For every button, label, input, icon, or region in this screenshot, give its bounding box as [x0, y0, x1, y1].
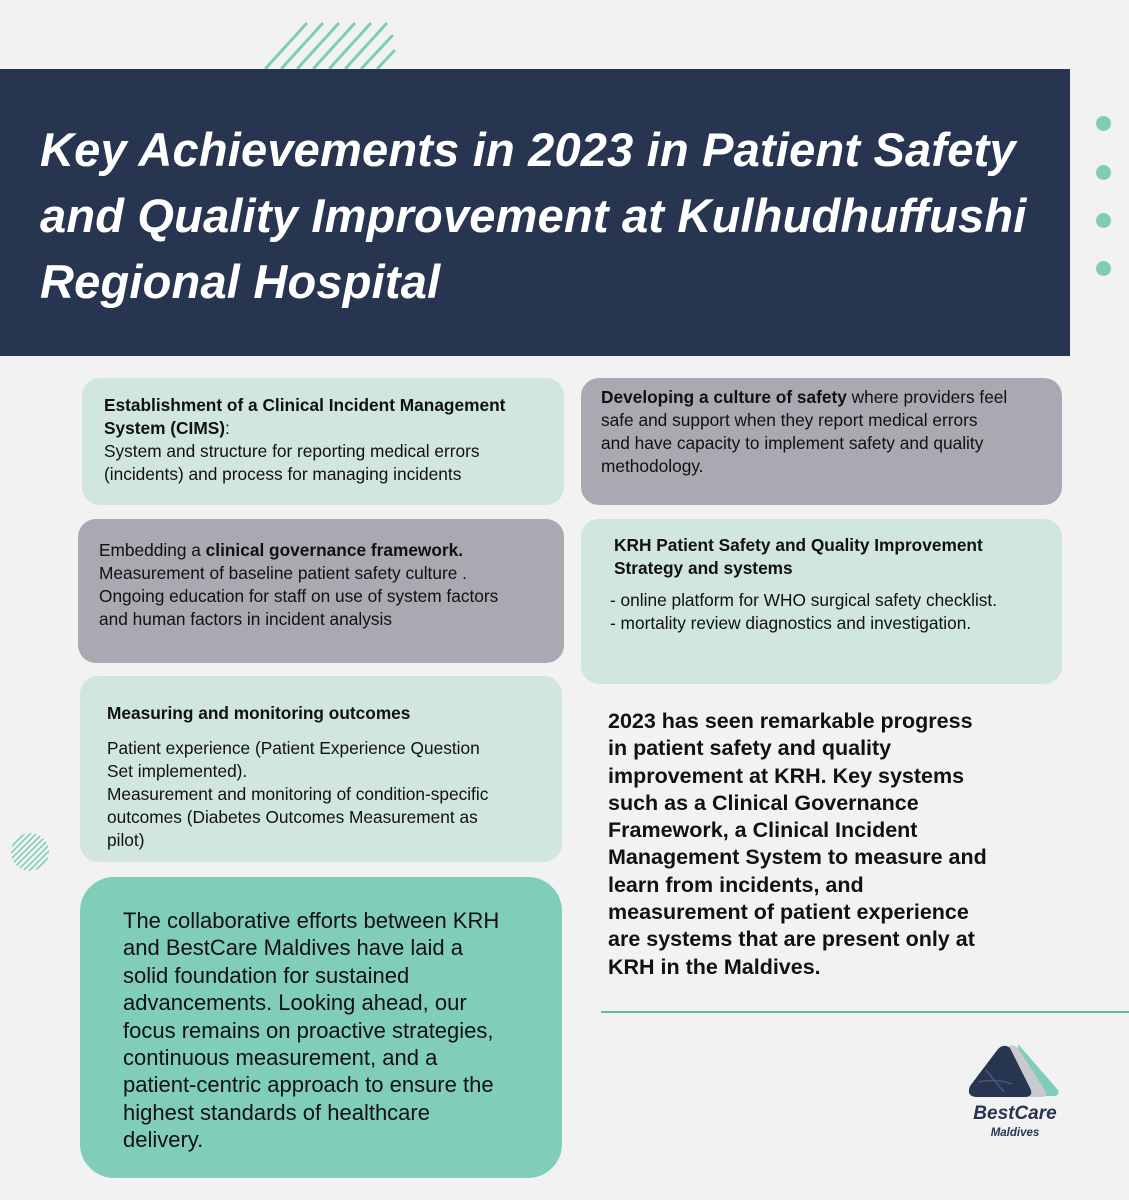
summary-line: Management System to measure and [608, 845, 987, 870]
outcomes-text: Measurement and monitoring of condition-specific [107, 784, 489, 804]
collab-text: delivery. [123, 1127, 204, 1153]
title-line: Key Achievements in 2023 in Patient Safety [40, 123, 1016, 176]
divider [601, 1011, 1129, 1013]
governance-text: Ongoing education for staff on use of system factors [99, 586, 499, 606]
decorative-dot [1096, 261, 1111, 276]
cims-body: System and structure for reporting medical errors [104, 441, 480, 461]
title-line: Regional Hospital [40, 255, 441, 308]
strategy-heading: Strategy and systems [614, 558, 793, 578]
summary-line: 2023 has seen remarkable progress [608, 709, 973, 733]
page-title [40, 117, 1050, 315]
summary-line: learn from incidents, and [608, 872, 864, 897]
collaboration-card [80, 877, 562, 1178]
collab-text: and BestCare Maldives have laid a [123, 935, 463, 961]
collab-text: patient-centric approach to ensure the [123, 1072, 494, 1098]
logo-mark-icon [960, 1040, 1070, 1102]
culture-heading: Developing a culture of safety [601, 387, 847, 407]
strategy-card [581, 519, 1062, 684]
outcomes-text: outcomes (Diabetes Outcomes Measurement as [107, 807, 478, 827]
outcomes-text: pilot) [107, 830, 145, 850]
summary-line: are systems that are present only at [608, 927, 975, 952]
summary-line: measurement of patient experience [608, 900, 969, 925]
governance-text: Embedding a [99, 540, 206, 560]
decorative-circle-stripes [10, 832, 50, 872]
collab-text: solid foundation for sustained [123, 962, 410, 988]
title-line: and Quality Improvement at Kulhudhuffushi [40, 189, 1027, 242]
cims-heading: Establishment of a Clinical Incident Management [104, 395, 506, 415]
governance-card [78, 519, 564, 663]
governance-text: and human factors in incident analysis [99, 609, 392, 629]
bestcare-logo [960, 1040, 1070, 1145]
summary-line: improvement at KRH. Key systems [608, 763, 965, 788]
summary-line: KRH in the Maldives. [608, 954, 821, 979]
culture-text: methodology. [601, 456, 704, 476]
outcomes-text: Set implemented). [107, 761, 248, 781]
summary-text [608, 708, 1048, 981]
outcomes-card [80, 676, 562, 862]
collab-text: advancements. Looking ahead, our [123, 990, 467, 1016]
decorative-dot [1096, 213, 1111, 228]
outcomes-heading: Measuring and monitoring outcomes [107, 703, 411, 723]
outcomes-text: Patient experience (Patient Experience Question [107, 738, 480, 758]
logo-subtitle: Maldives [990, 1127, 1040, 1139]
summary-line: Framework, a Clinical Incident [608, 818, 918, 843]
cims-colon: : [225, 418, 230, 438]
decorative-stripes [262, 22, 397, 70]
decorative-dot [1096, 116, 1111, 131]
collab-text: The collaborative efforts between KRH [123, 908, 500, 933]
strategy-item: - online platform for WHO surgical safety checklist. [610, 590, 998, 610]
summary-line: such as a Clinical Governance [608, 790, 919, 815]
cims-heading: System (CIMS) [104, 418, 225, 438]
cims-body: (incidents) and process for managing incidents [104, 464, 462, 484]
culture-text: and have capacity to implement safety and quality [601, 433, 984, 453]
collab-text: highest standards of healthcare [123, 1099, 430, 1125]
strategy-heading: KRH Patient Safety and Quality Improvement [614, 535, 983, 555]
cims-card [82, 378, 564, 505]
title-banner [0, 69, 1070, 356]
culture-card [581, 378, 1062, 505]
logo-name: BestCare [973, 1103, 1057, 1124]
collab-text: focus remains on proactive strategies, [123, 1017, 494, 1043]
governance-text: Measurement of baseline patient safety culture . [99, 563, 467, 583]
summary-line: in patient safety and quality [608, 736, 892, 761]
culture-text: safe and support when they report medical errors [601, 410, 978, 430]
decorative-dot [1096, 165, 1111, 180]
strategy-item: - mortality review diagnostics and investigation. [610, 613, 972, 633]
culture-text: where providers feel [846, 387, 1008, 407]
governance-heading: clinical governance framework. [205, 540, 464, 560]
collab-text: continuous measurement, and a [123, 1045, 438, 1071]
